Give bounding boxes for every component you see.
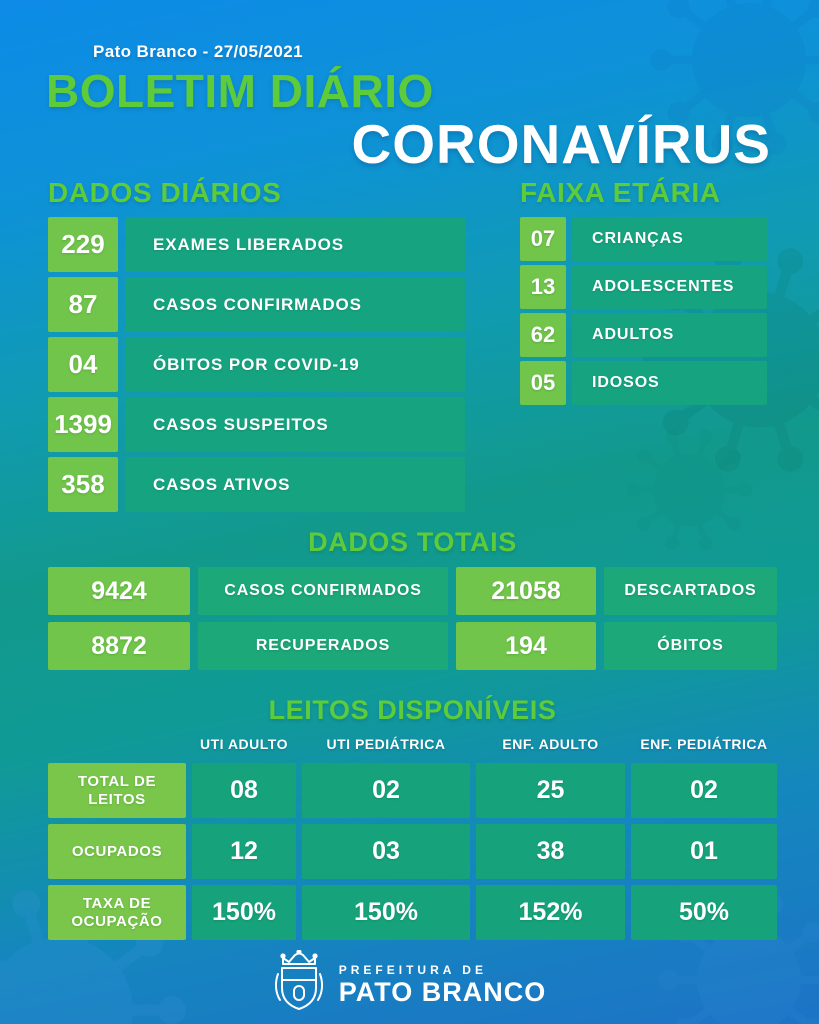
- footer-org-small: PREFEITURA DE: [338, 962, 487, 977]
- age-group-title: FAIXA ETÁRIA: [520, 177, 721, 208]
- age-group-section: [520, 178, 767, 405]
- age-label: IDOSOS: [572, 361, 767, 405]
- beds-row-header: OCUPADOS: [48, 824, 186, 879]
- total-value: 21058: [456, 567, 596, 615]
- total-label: DESCARTADOS: [604, 567, 777, 615]
- beds-column-header: UTI PEDIÁTRICA: [326, 736, 446, 752]
- daily-label: EXAMES LIBERADOS: [125, 217, 465, 272]
- total-value: 194: [456, 622, 596, 670]
- daily-row: [48, 457, 465, 512]
- coronavirus-title: CORONAVÍRUS: [351, 113, 771, 175]
- beds-row-header: TOTAL DE LEITOS: [48, 763, 186, 818]
- daily-label: CASOS ATIVOS: [125, 457, 465, 512]
- total-value: 9424: [48, 567, 190, 615]
- bulletin-title: BOLETIM DIÁRIO: [46, 65, 434, 117]
- age-row: [520, 361, 767, 405]
- beds-cell: 03: [302, 824, 470, 879]
- totals-section: [48, 528, 777, 670]
- footer-org-name: PATO BRANCO: [338, 976, 547, 1007]
- daily-value: 358: [48, 457, 118, 512]
- beds-cell: 01: [631, 824, 777, 879]
- age-value: 13: [520, 265, 566, 309]
- beds-section: [48, 696, 777, 940]
- beds-cell: 50%: [631, 885, 777, 940]
- beds-corner-cell: [48, 731, 186, 757]
- beds-cell: 152%: [476, 885, 625, 940]
- daily-data-title: DADOS DIÁRIOS: [48, 177, 282, 208]
- age-label: ADOLESCENTES: [572, 265, 767, 309]
- daily-value: 229: [48, 217, 118, 272]
- daily-label: ÓBITOS POR COVID-19: [125, 337, 465, 392]
- beds-column-header: ENF. PEDIÁTRICA: [640, 736, 768, 752]
- footer: [0, 950, 819, 1017]
- age-label: ADULTOS: [572, 313, 767, 357]
- beds-cell: 150%: [302, 885, 470, 940]
- daily-value: 04: [48, 337, 118, 392]
- beds-column-header: UTI ADULTO: [200, 736, 288, 752]
- daily-row: [48, 397, 465, 452]
- age-value: 62: [520, 313, 566, 357]
- daily-value: 87: [48, 277, 118, 332]
- beds-cell: 12: [192, 824, 296, 879]
- daily-row: [48, 277, 465, 332]
- beds-cell: 02: [631, 763, 777, 818]
- age-value: 07: [520, 217, 566, 261]
- coat-of-arms-icon: [273, 950, 325, 1017]
- daily-label: CASOS CONFIRMADOS: [125, 277, 465, 332]
- beds-cell: 02: [302, 763, 470, 818]
- daily-row: [48, 217, 465, 272]
- beds-title: LEITOS DISPONÍVEIS: [268, 695, 557, 725]
- location-date: Pato Branco - 27/05/2021: [93, 42, 303, 61]
- total-label: RECUPERADOS: [198, 622, 448, 670]
- total-label: CASOS CONFIRMADOS: [198, 567, 448, 615]
- age-row: [520, 313, 767, 357]
- total-label: ÓBITOS: [604, 622, 777, 670]
- total-value: 8872: [48, 622, 190, 670]
- beds-cell: 25: [476, 763, 625, 818]
- age-row: [520, 217, 767, 261]
- beds-cell: 38: [476, 824, 625, 879]
- daily-value: 1399: [48, 397, 118, 452]
- age-row: [520, 265, 767, 309]
- beds-column-header: ENF. ADULTO: [502, 736, 599, 752]
- beds-row-header: TAXA DE OCUPAÇÃO: [48, 885, 186, 940]
- beds-cell: 150%: [192, 885, 296, 940]
- beds-cell: 08: [192, 763, 296, 818]
- daily-data-section: [48, 178, 465, 512]
- totals-title: DADOS TOTAIS: [308, 527, 517, 557]
- age-value: 05: [520, 361, 566, 405]
- daily-label: CASOS SUSPEITOS: [125, 397, 465, 452]
- daily-row: [48, 337, 465, 392]
- age-label: CRIANÇAS: [572, 217, 767, 261]
